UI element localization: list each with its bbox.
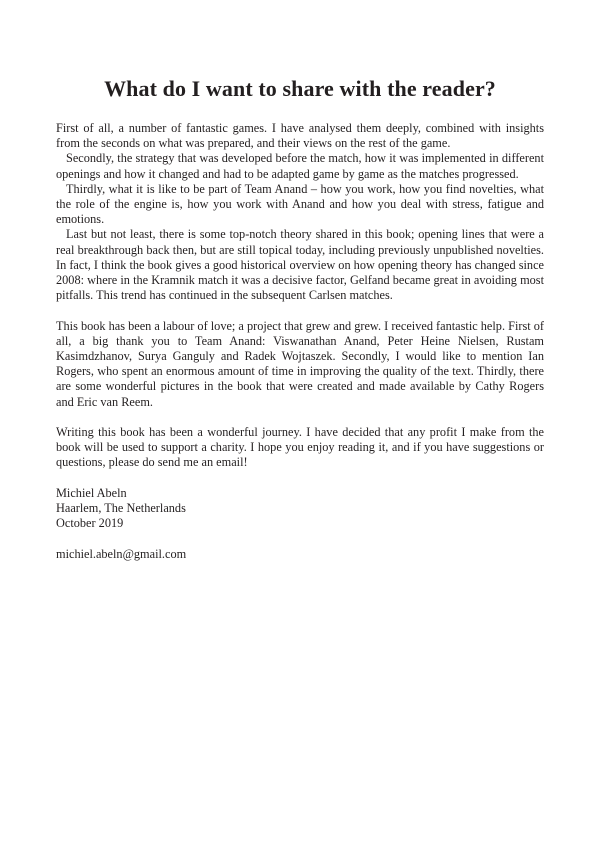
author-location: Haarlem, The Netherlands xyxy=(56,501,186,516)
body-text xyxy=(56,121,544,562)
paragraph-games: First of all, a number of fantastic games. I have analysed them deeply, combined with insights from the seconds on what was prepared, and their views on the rest of the game. xyxy=(56,121,544,151)
paragraph-theory: Last but not least, there is some top-notch theory shared in this book; opening lines that were a real breakthrough back then, but are still topical today, including previously unpublished novelties. In fact, I think the book gives a good historical overview on how opening theory has changed since 2008: where in the Kramnik match it was a decisive factor, Gelfand became great in avoiding most pitfalls. This trend has continued in the subsequent Carlsen matches. xyxy=(56,227,544,303)
author-email: michiel.abeln@gmail.com xyxy=(56,546,187,561)
paragraph-charity: Writing this book has been a wonderful journey. I have decided that any profit I make from the book will be used to support a charity. I hope you enjoy reading it, and if you have suggestions or questions, please do send me an email! xyxy=(56,425,544,470)
signature-block xyxy=(56,486,544,532)
author-name: Michiel Abeln xyxy=(56,485,127,500)
paragraph-acknowledgements: This book has been a labour of love; a project that grew and grew. I received fantastic help. First of all, a big thank you to Team Anand: Viswanathan Anand, Peter Heine Nielsen, Rustam Kasimdzhanov, Surya Ganguly and Radek Wojtaszek. Secondly, I would like to mention Ian Rogers, who spent an enormous amount of time in improving the quality of the text. Thirdly, there are some wonderful pictures in the book that were created and made available by Cathy Rogers and Eric van Reem. xyxy=(56,318,544,409)
paragraph-team-anand: Thirdly, what it is like to be part of Team Anand – how you work, how you find novelties, what the role of the engine is, how you work with Anand and how you deal with stress, fatigue and emotions. xyxy=(56,181,544,227)
paragraph-strategy: Secondly, the strategy that was developed before the match, how it was implemented in different openings and how it changed and had to be adapted game by game as the matches progressed. xyxy=(56,151,544,181)
page-title: What do I want to share with the reader? xyxy=(104,76,496,101)
signature-date: October 2019 xyxy=(56,516,124,531)
